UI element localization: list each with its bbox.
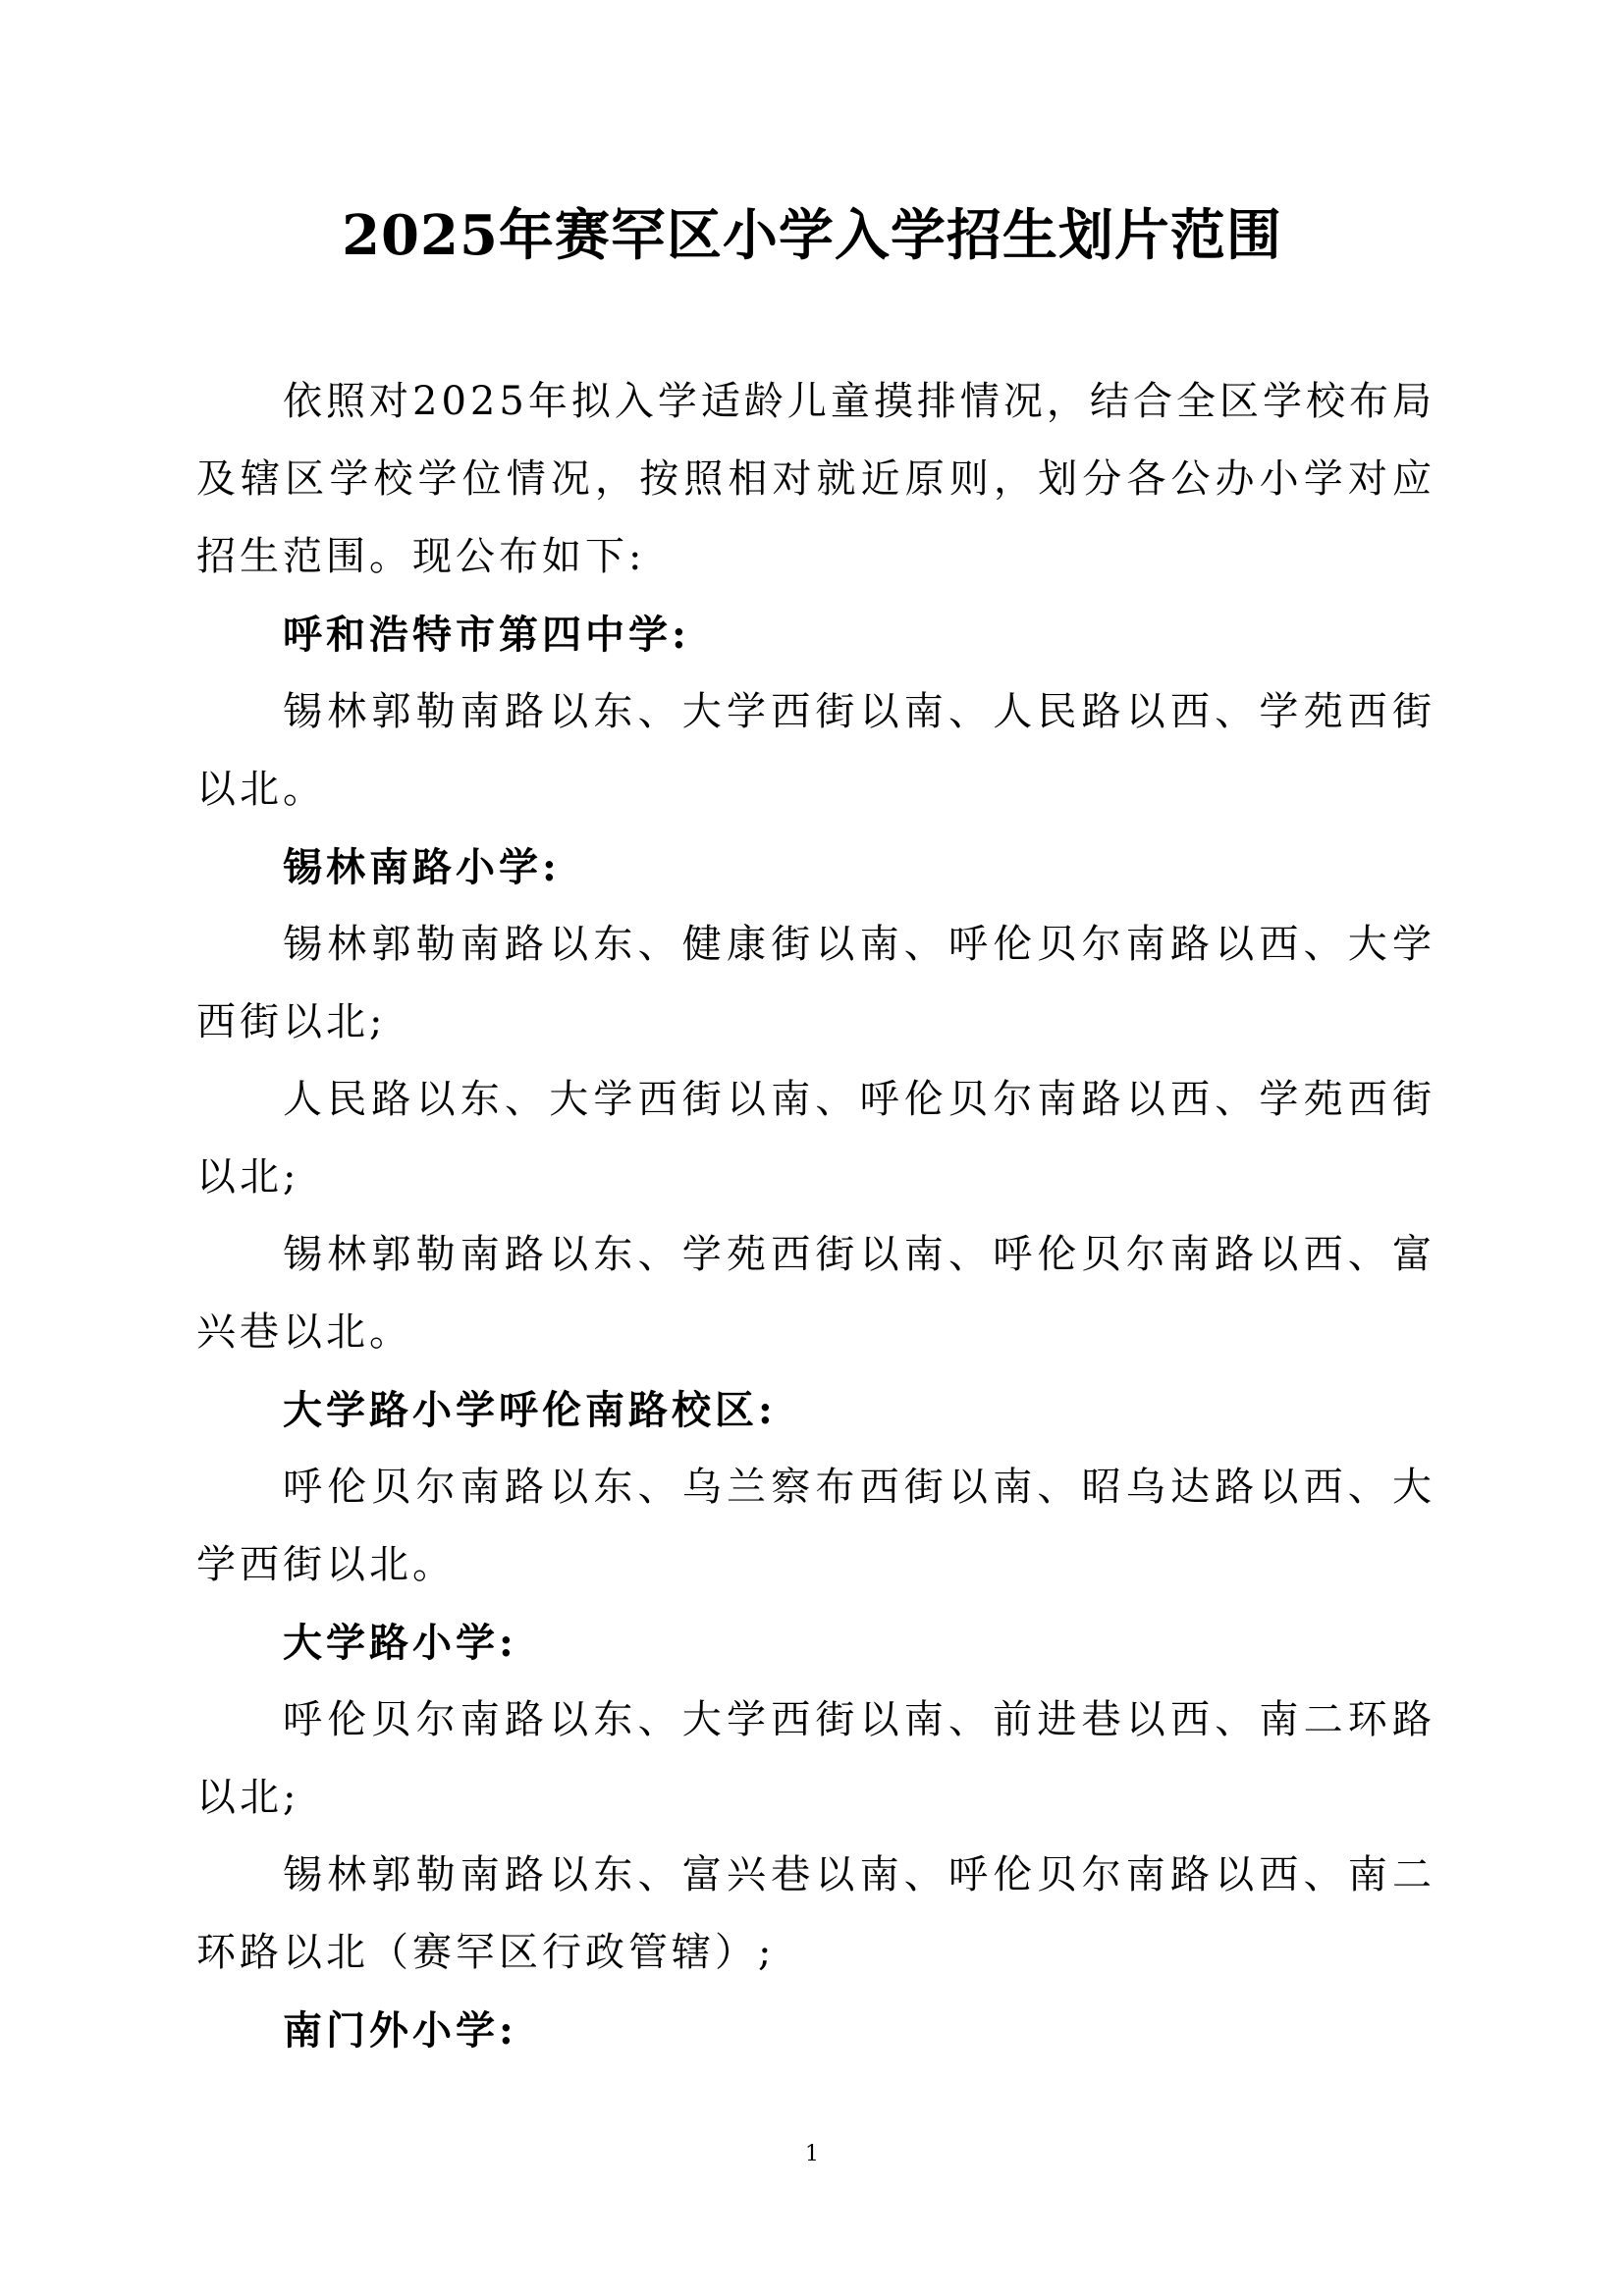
school-heading: 大学路小学:	[283, 1620, 517, 1666]
zone-paragraph: 人民路以东、大学西街以南、呼伦贝尔南路以西、学苑西街以北;	[196, 1077, 1435, 1200]
zone-paragraph: 呼伦贝尔南路以东、乌兰察布西街以南、昭乌达路以西、大学西街以北。	[196, 1465, 1435, 1587]
school-heading: 大学路小学呼伦南路校区:	[283, 1387, 777, 1433]
document-title: 2025年赛罕区小学入学招生划片范围	[342, 203, 1282, 268]
school-heading: 锡林南路小学:	[283, 844, 561, 890]
zone-paragraph: 锡林郭勒南路以东、学苑西街以南、呼伦贝尔南路以西、富兴巷以北。	[196, 1232, 1435, 1355]
document-body	[196, 363, 1435, 2069]
zone-paragraph: 锡林郭勒南路以东、富兴巷以南、呼伦贝尔南路以西、南二环路以北（赛罕区行政管辖）;	[196, 1852, 1435, 1975]
page-number: 1	[805, 2142, 819, 2166]
zone-paragraph: 呼伦贝尔南路以东、大学西街以南、前进巷以西、南二环路以北;	[196, 1697, 1435, 1820]
zone-paragraph: 锡林郭勒南路以东、大学西街以南、人民路以西、学苑西街以北。	[196, 689, 1435, 812]
zone-paragraph: 锡林郭勒南路以东、健康街以南、呼伦贝尔南路以西、大学西街以北;	[196, 922, 1435, 1044]
school-heading: 南门外小学:	[283, 2007, 517, 2054]
school-heading: 呼和浩特市第四中学:	[283, 612, 690, 658]
intro-paragraph: 依照对2025年拟入学适龄儿童摸排情况，结合全区学校布局及辖区学校学位情况，按照相对就近原则，划分各公办小学对应招生范围。现公布如下:	[196, 379, 1435, 579]
